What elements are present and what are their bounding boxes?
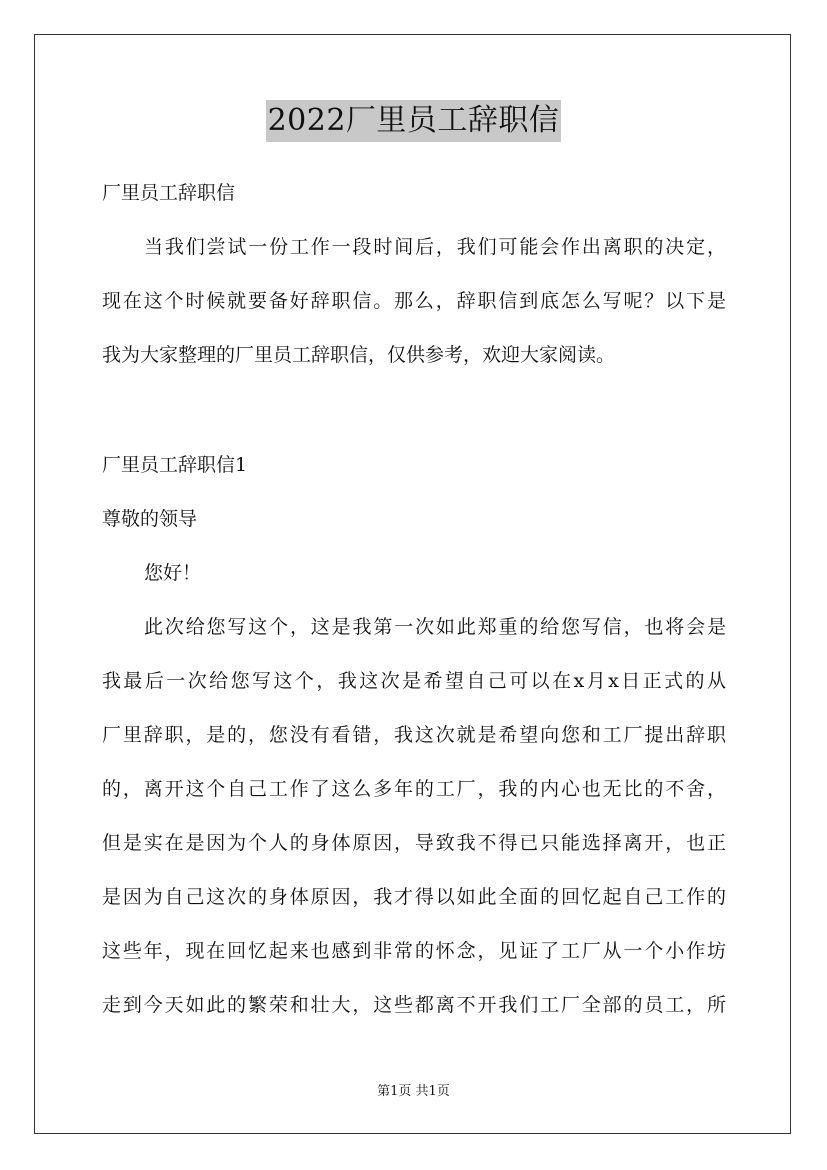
body-line-7: 这些年，现在回忆起来也感到非常的怀念，见证了工厂从一个小作坊: [102, 940, 726, 962]
intro-line-2: 现在这个时候就要备好辞职信。那么，辞职信到底怎么写呢？以下是: [102, 290, 726, 312]
intro-line-1: 当我们尝试一份工作一段时间后，我们可能会作出离职的决定，: [144, 236, 726, 258]
document-title-wrap: [0, 100, 827, 142]
salutation: 尊敬的领导: [102, 508, 198, 530]
heading: 厂里员工辞职信: [102, 182, 236, 204]
intro-line-3: 我为大家整理的厂里员工辞职信，仅供参考，欢迎大家阅读。: [102, 344, 616, 366]
body-line-2: 我最后一次给您写这个，我这次是希望自己可以在x月x日正式的从: [102, 670, 726, 692]
body-line-5: 但是实在是因为个人的身体原因，导致我不得已只能选择离开，也正: [102, 832, 726, 854]
document-title: 2022厂里员工辞职信: [266, 100, 562, 142]
body-line-8: 走到今天如此的繁荣和壮大，这些都离不开我们工厂全部的员工，所: [102, 994, 726, 1016]
body-line-4: 的，离开这个自己工作了这么多年的工厂，我的内心也无比的不舍，: [102, 778, 726, 800]
body-line-3: 厂里辞职，是的，您没有看错，我这次就是希望向您和工厂提出辞职: [102, 724, 726, 746]
section-title: 厂里员工辞职信1: [102, 454, 248, 476]
body-line-1: 此次给您写这个，这是我第一次如此郑重的给您写信，也将会是: [144, 616, 726, 638]
body-line-6: 是因为自己这次的身体原因，我才得以如此全面的回忆起自己工作的: [102, 886, 726, 908]
page-footer: 第1页 共1页: [377, 1084, 450, 1099]
greeting: 您好！: [144, 562, 202, 584]
